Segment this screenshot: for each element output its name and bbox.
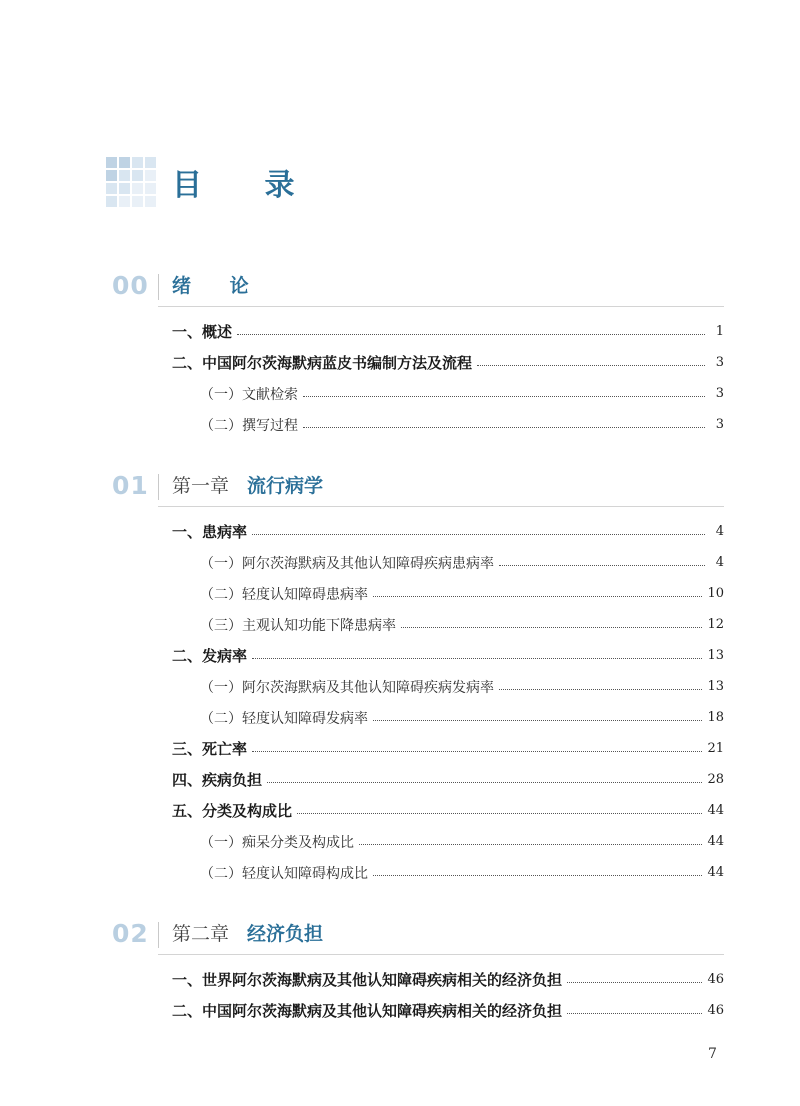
grid-cell xyxy=(132,157,143,168)
page-number: 7 xyxy=(708,1046,717,1062)
toc-entry-title: （一）阿尔茨海默病及其他认知障碍疾病患病率 xyxy=(200,555,494,572)
toc-entry-page: 44 xyxy=(707,803,724,818)
section-title xyxy=(172,270,265,302)
dot-leader xyxy=(477,365,705,366)
grid-cell xyxy=(106,183,117,194)
toc-entry-title: （二）轻度认知障碍患病率 xyxy=(200,586,368,603)
toc-entry-title: （一）阿尔茨海默病及其他认知障碍疾病发病率 xyxy=(200,679,494,696)
section-name: 绪 论 xyxy=(172,275,265,297)
section-00 xyxy=(0,270,800,434)
section-rule xyxy=(158,954,724,955)
grid-cell xyxy=(106,157,117,168)
toc-entry[interactable] xyxy=(172,316,724,347)
toc-entry-list xyxy=(0,516,800,888)
section-number: 01 xyxy=(112,471,149,500)
chapter-label: 第一章 xyxy=(172,475,230,497)
toc-entry[interactable] xyxy=(172,764,724,795)
toc-entry[interactable] xyxy=(200,547,724,578)
section-number: 00 xyxy=(112,271,149,300)
toc-entry-title: 一、世界阿尔茨海默病及其他认知障碍疾病相关的经济负担 xyxy=(172,971,563,989)
grid-cell xyxy=(145,183,156,194)
dot-leader xyxy=(373,875,702,876)
section-01 xyxy=(0,470,800,882)
toc-entry-page: 3 xyxy=(715,417,724,432)
section-rule xyxy=(158,306,724,307)
grid-cell xyxy=(119,183,130,194)
toc-entry-title: 二、发病率 xyxy=(172,647,248,665)
toc-entry-page: 46 xyxy=(707,972,724,987)
toc-entry[interactable] xyxy=(200,857,724,888)
grid-cell xyxy=(106,170,117,181)
toc-entry[interactable] xyxy=(200,671,724,702)
toc-entry-page: 18 xyxy=(707,710,724,725)
toc-entry[interactable] xyxy=(172,733,724,764)
toc-entry[interactable] xyxy=(172,516,724,547)
toc-entry-title: （一）痴呆分类及构成比 xyxy=(200,834,354,851)
section-divider xyxy=(158,274,159,300)
toc-entry-page: 4 xyxy=(715,524,724,539)
toc-entry-page: 1 xyxy=(715,324,724,339)
toc-entry[interactable] xyxy=(172,995,724,1026)
dot-leader xyxy=(303,427,705,428)
grid-cell xyxy=(119,170,130,181)
toc-entry-list xyxy=(0,316,800,440)
toc-entry[interactable] xyxy=(200,409,724,440)
grid-cell xyxy=(132,183,143,194)
toc-entry-page: 44 xyxy=(707,834,724,849)
toc-entry-page: 28 xyxy=(707,772,724,787)
dot-leader xyxy=(373,596,702,597)
dot-leader xyxy=(499,565,705,566)
dot-leader xyxy=(359,844,702,845)
toc-entry[interactable] xyxy=(200,826,724,857)
dot-leader xyxy=(373,720,702,721)
grid-cell xyxy=(106,196,117,207)
toc-entry-page: 21 xyxy=(707,741,724,756)
section-header xyxy=(0,470,800,504)
toc-entry-list xyxy=(0,964,800,1026)
toc-entry[interactable] xyxy=(172,640,724,671)
toc-entry-title: 三、死亡率 xyxy=(172,740,248,758)
page-title: 目 录 xyxy=(172,168,321,203)
section-title xyxy=(172,470,323,502)
dot-leader xyxy=(297,813,702,814)
toc-entry-title: 五、分类及构成比 xyxy=(172,802,293,820)
toc-entry-title: 一、概述 xyxy=(172,323,233,341)
dot-leader xyxy=(252,751,702,752)
title-grid-logo xyxy=(106,157,156,207)
toc-entry[interactable] xyxy=(200,578,724,609)
toc-entry-page: 44 xyxy=(707,865,724,880)
toc-entry[interactable] xyxy=(200,378,724,409)
grid-cell xyxy=(119,157,130,168)
dot-leader xyxy=(303,396,705,397)
grid-cell xyxy=(132,196,143,207)
grid-cell xyxy=(145,170,156,181)
dot-leader xyxy=(499,689,702,690)
section-header xyxy=(0,918,800,952)
dot-leader xyxy=(567,1013,702,1014)
toc-entry-page: 3 xyxy=(715,386,724,401)
toc-entry-title: （二）撰写过程 xyxy=(200,417,298,434)
dot-leader xyxy=(567,982,702,983)
section-header xyxy=(0,270,800,304)
grid-cell xyxy=(145,196,156,207)
toc-entry-page: 46 xyxy=(707,1003,724,1018)
toc-entry-title: 一、患病率 xyxy=(172,523,248,541)
grid-cell xyxy=(119,196,130,207)
toc-entry-title: 二、中国阿尔茨海默病蓝皮书编制方法及流程 xyxy=(172,354,473,372)
toc-entry-page: 4 xyxy=(715,555,724,570)
toc-entry-page: 10 xyxy=(707,586,724,601)
section-number: 02 xyxy=(112,919,149,948)
toc-entry-title: （二）轻度认知障碍发病率 xyxy=(200,710,368,727)
toc-entry-title: （二）轻度认知障碍构成比 xyxy=(200,865,368,882)
toc-entry-page: 12 xyxy=(707,617,724,632)
chapter-label: 第二章 xyxy=(172,923,230,945)
section-divider xyxy=(158,922,159,948)
toc-entry[interactable] xyxy=(200,609,724,640)
section-name: 经济负担 xyxy=(247,923,324,945)
section-divider xyxy=(158,474,159,500)
toc-entry-title: （三）主观认知功能下降患病率 xyxy=(200,617,396,634)
toc-entry-page: 13 xyxy=(707,648,724,663)
dot-leader xyxy=(401,627,702,628)
toc-entry-page: 13 xyxy=(707,679,724,694)
grid-cell xyxy=(132,170,143,181)
section-02 xyxy=(0,918,800,1020)
dot-leader xyxy=(237,334,705,335)
toc-entry[interactable] xyxy=(172,964,724,995)
section-name: 流行病学 xyxy=(247,475,324,497)
toc-entry-title: 四、疾病负担 xyxy=(172,771,263,789)
toc-entry-page: 3 xyxy=(715,355,724,370)
section-rule xyxy=(158,506,724,507)
grid-cell xyxy=(145,157,156,168)
dot-leader xyxy=(252,658,702,659)
section-title xyxy=(172,918,323,950)
dot-leader xyxy=(252,534,705,535)
dot-leader xyxy=(267,782,702,783)
toc-entry[interactable] xyxy=(172,795,724,826)
toc-entry[interactable] xyxy=(172,347,724,378)
toc-entry[interactable] xyxy=(200,702,724,733)
toc-entry-title: （一）文献检索 xyxy=(200,386,298,403)
toc-entry-title: 二、中国阿尔茨海默病及其他认知障碍疾病相关的经济负担 xyxy=(172,1002,563,1020)
